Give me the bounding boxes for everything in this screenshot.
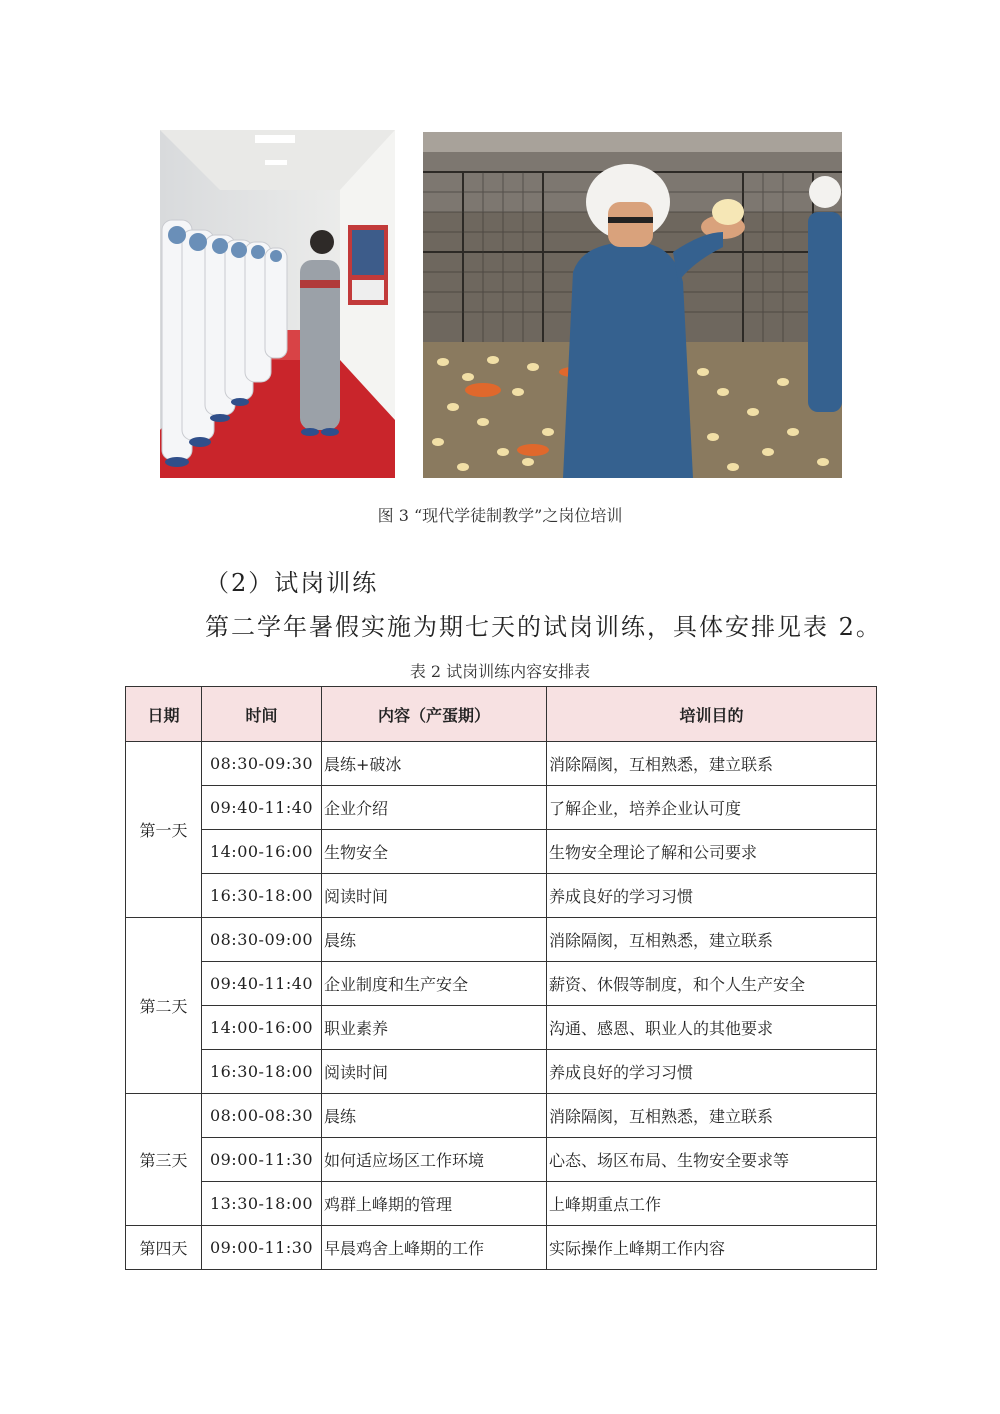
table-row	[126, 786, 877, 830]
table-row	[126, 874, 877, 918]
day-label: 第一天	[126, 742, 202, 918]
header-date: 日期	[126, 687, 202, 742]
table-row	[126, 962, 877, 1006]
time-cell: 09:00-11:30	[202, 1226, 322, 1270]
section-heading: （2）试岗训练	[205, 569, 379, 597]
table-row	[126, 1182, 877, 1226]
time-cell: 16:30-18:00	[202, 874, 322, 918]
purpose-cell: 养成良好的学习习惯	[547, 874, 877, 918]
purpose-cell: 实际操作上峰期工作内容	[547, 1226, 877, 1270]
purpose-cell: 心态、场区布局、生物安全要求等	[547, 1138, 877, 1182]
time-cell: 14:00-16:00	[202, 1006, 322, 1050]
day-label: 第四天	[126, 1226, 202, 1270]
time-cell: 09:40-11:40	[202, 786, 322, 830]
purpose-cell: 养成良好的学习习惯	[547, 1050, 877, 1094]
time-cell: 09:40-11:40	[202, 962, 322, 1006]
purpose-cell: 薪资、休假等制度，和个人生产安全	[547, 962, 877, 1006]
day-label: 第三天	[126, 1094, 202, 1226]
table-row	[126, 1050, 877, 1094]
time-cell: 14:00-16:00	[202, 830, 322, 874]
content-cell: 生物安全	[322, 830, 547, 874]
time-cell: 13:30-18:00	[202, 1182, 322, 1226]
header-content: 内容（产蛋期）	[322, 687, 547, 742]
content-cell: 职业素养	[322, 1006, 547, 1050]
schedule-table	[125, 686, 877, 1270]
time-cell: 08:30-09:30	[202, 742, 322, 786]
purpose-cell: 消除隔阂，互相熟悉，建立联系	[547, 1094, 877, 1138]
table-row	[126, 918, 877, 962]
purpose-cell: 上峰期重点工作	[547, 1182, 877, 1226]
table-row	[126, 742, 877, 786]
day-label: 第二天	[126, 918, 202, 1094]
table-row	[126, 830, 877, 874]
content-cell: 晨练+破冰	[322, 742, 547, 786]
corridor-training-photo-icon	[160, 130, 395, 478]
header-purpose: 培训目的	[547, 687, 877, 742]
table-row	[126, 1226, 877, 1270]
table-row	[126, 1094, 877, 1138]
content-cell: 鸡群上峰期的管理	[322, 1182, 547, 1226]
time-cell: 08:30-09:00	[202, 918, 322, 962]
figure-caption: 图 3 “现代学徒制教学”之岗位培训	[377, 506, 623, 525]
content-cell: 晨练	[322, 918, 547, 962]
table-caption: 表 2 试岗训练内容安排表	[409, 662, 591, 681]
chick-inspection-photo-icon	[423, 132, 842, 478]
purpose-cell: 生物安全理论了解和公司要求	[547, 830, 877, 874]
time-cell: 16:30-18:00	[202, 1050, 322, 1094]
content-cell: 企业制度和生产安全	[322, 962, 547, 1006]
intro-paragraph: 第二学年暑假实施为期七天的试岗训练，具体安排见表 2。	[205, 613, 882, 641]
purpose-cell: 沟通、感恩、职业人的其他要求	[547, 1006, 877, 1050]
content-cell: 早晨鸡舍上峰期的工作	[322, 1226, 547, 1270]
header-time: 时间	[202, 687, 322, 742]
content-cell: 企业介绍	[322, 786, 547, 830]
purpose-cell: 了解企业，培养企业认可度	[547, 786, 877, 830]
time-cell: 09:00-11:30	[202, 1138, 322, 1182]
table-header-row	[126, 687, 877, 742]
content-cell: 阅读时间	[322, 1050, 547, 1094]
purpose-cell: 消除隔阂，互相熟悉，建立联系	[547, 742, 877, 786]
content-cell: 晨练	[322, 1094, 547, 1138]
time-cell: 08:00-08:30	[202, 1094, 322, 1138]
table-row	[126, 1138, 877, 1182]
table-row	[126, 1006, 877, 1050]
purpose-cell: 消除隔阂，互相熟悉，建立联系	[547, 918, 877, 962]
content-cell: 阅读时间	[322, 874, 547, 918]
content-cell: 如何适应场区工作环境	[322, 1138, 547, 1182]
